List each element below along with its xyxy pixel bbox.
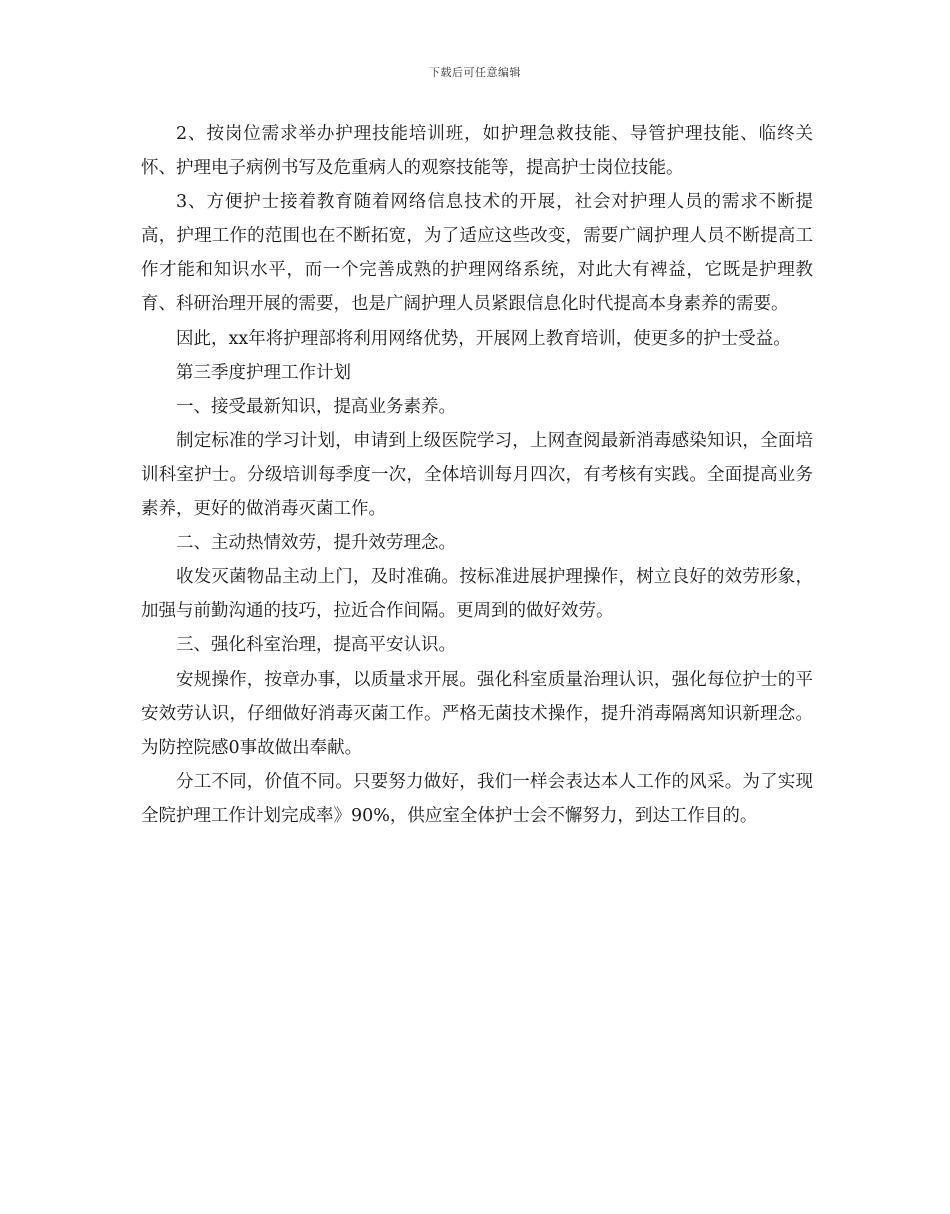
document-body [141,117,813,833]
heading-item-2: 二、主动热情效劳，提升效劳理念。 [176,533,456,554]
paragraph-safety: 安规操作，按章办事，以质量求开展。强化科室质量治理认识，强化每位护士的平安效劳认识，仔细做好消毒灭菌工作。严格无菌技术操作，提升消毒隔离知识新理念。为防控院感0事故做出奉献。 [141,669,813,758]
paragraph-conclusion: 分工不同，价值不同。只要努力做好，我们一样会表达本人工作的风采。为了实现全院护理工作计划完成率》90%，供应室全体护士会不懈努力，到达工作目的。 [141,771,813,826]
paragraph-continuing-education: 3、方便护士接着教育随着网络信息技术的开展，社会对护理人员的需求不断提高，护理工作的范围也在不断拓宽，为了适应这些改变，需要广阔护理人员不断提高工作才能和知识水平，而一个完善成熟的护理网络系统，对此大有裨益，它既是护理教育、科研治理开展的需要，也是广阔护理人员紧跟信息化时代提高本身素养的需要。 [141,192,813,315]
paragraph-online-training: 因此，xx年将护理部将利用网络优势，开展网上教育培训，使更多的护士受益。 [176,328,791,349]
heading-item-3: 三、强化科室治理，提高平安认识。 [176,635,456,656]
heading-item-1: 一、接受最新知识，提高业务素养。 [176,396,456,417]
page-header: 下载后可任意编辑 [429,66,521,79]
paragraph-training-class: 2、按岗位需求举办护理技能培训班，如护理急救技能、导管护理技能、临终关怀、护理电子病例书写及危重病人的观察技能等，提高护士岗位技能。 [141,124,813,179]
paragraph-service: 收发灭菌物品主动上门，及时准确。按标准进展护理操作，树立良好的效劳形象，加强与前勤沟通的技巧，拉近合作间隔。更周到的做好效劳。 [141,567,813,622]
section-title-q3-plan: 第三季度护理工作计划 [176,362,351,383]
paragraph-study-plan: 制定标准的学习计划，申请到上级医院学习，上网查阅最新消毒感染知识，全面培训科室护士。分级培训每季度一次，全体培训每月四次，有考核有实践。全面提高业务素养，更好的做消毒灭菌工作。 [141,430,813,520]
